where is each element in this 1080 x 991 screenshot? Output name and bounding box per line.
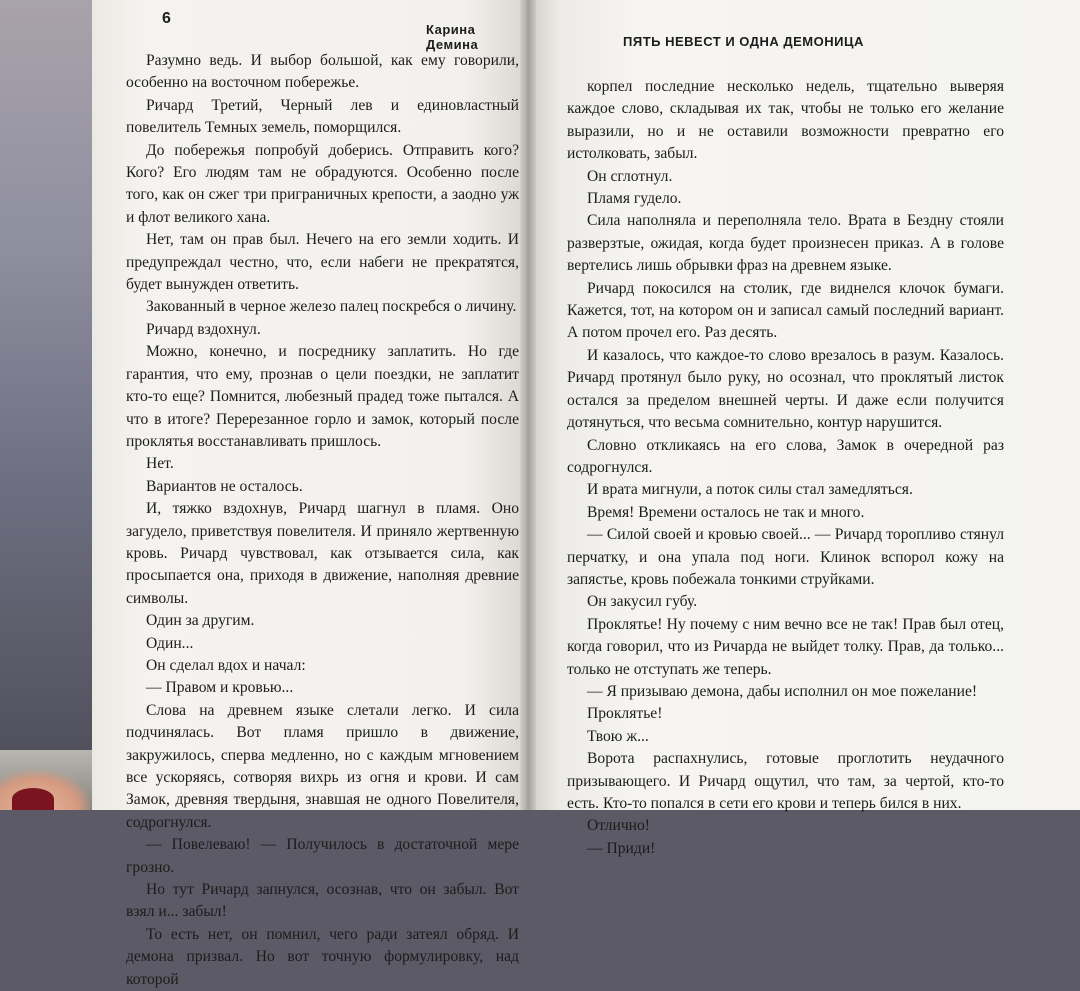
book-spine-shadow	[520, 0, 536, 810]
paragraph: Закованный в черное железо палец поскребся о личину.	[146, 298, 517, 316]
paragraph: Проклятье! Ну почему с ним вечно все не так! Прав был отец, когда говорил, что из Ричарда не выйдет толку. Прав, да только... только не отступать же теперь.	[567, 615, 1004, 678]
left-page-header	[126, 8, 519, 52]
paragraph: Твою ж...	[587, 727, 649, 745]
paragraph: И казалось, что каждое-то слово врезалось в разум. Казалось. Ричард протянул было руку, но осознал, что проклятый листок остался за пределом внешней черты. И даже если получится дотянуться, что весьма сомнительно, контур нарушится.	[567, 346, 1004, 432]
paragraph: И, тяжко вздохнув, Ричард шагнул в пламя. Оно загудело, приветствуя повелителя. И приняло жертвенную кровь. Ричард чувствовал, как отзывается сила, как просыпается она, приходя в движение, наполняя древние символы.	[126, 500, 519, 607]
paragraph: Ричард вздохнул.	[146, 320, 261, 338]
paragraph: — Я призываю демона, дабы исполнил он мое пожелание!	[587, 682, 978, 700]
paragraph: Ричард Третий, Черный лев и единовластный повелитель Темных земель, поморщился.	[126, 96, 519, 137]
paragraph: Он закусил губу.	[587, 593, 698, 611]
running-head-title: ПЯТЬ НЕВЕСТ И ОДНА ДЕМОНИЦА	[623, 34, 864, 49]
running-head-author: Карина Демина	[426, 22, 479, 52]
paragraph: Время! Времени осталось не так и много.	[587, 503, 865, 521]
page-number: 6	[162, 10, 172, 27]
paragraph: корпел последние несколько недель, тщательно выверяя каждое слово, складывая их так, чтобы не только его желание выразили, но и не оставили возможности превратно его истолковать, забыл.	[567, 78, 1004, 163]
paragraph: Словно откликаясь на его слова, Замок в очередной раз содрогнулся.	[567, 436, 1004, 476]
paragraph: До побережья попробуй доберись. Отправить кого? Кого? Его людям там не обрадуются. Особенно после того, как он сжег три приграничных крепости, а заодно уж и флот великого хана.	[126, 141, 519, 226]
paragraph: Вариантов не осталось.	[146, 477, 303, 495]
paragraph: Пламя гудело.	[587, 190, 682, 208]
paragraph: Отлично!	[587, 817, 650, 835]
paragraph: Ричард покосился на столик, где виднелся клочок бумаги. Кажется, тот, на котором он и записал самый последний вариант. А потом прочел его. Раз десять.	[567, 279, 1004, 342]
right-page	[527, 0, 1080, 857]
paragraph: Один за другим.	[146, 612, 255, 630]
paragraph: — Силой своей и кровью своей... — Ричард торопливо стянул перчатку, и она упала под ноги. Клинок вспорол кожу на запястье, кровь побежала тонкими струйками.	[567, 526, 1004, 588]
paragraph: Один...	[146, 634, 194, 652]
paragraph: — Правом и кровью...	[146, 679, 294, 697]
paragraph: — Приди!	[587, 839, 656, 857]
paragraph: И врата мигнули, а поток силы стал замедляться.	[587, 481, 913, 499]
paragraph: Можно, конечно, и посреднику заплатить. Но где гарантия, что ему, прознав о цели поездки, не заплатит кто-то еще? Помнится, любезный прадед тоже пытался. А что в итоге? Перерезанное горло и замок, который после проклятья восстанавливать пришлось.	[126, 343, 519, 450]
fingernail	[12, 788, 54, 810]
paragraph: Проклятье!	[587, 705, 663, 723]
paragraph: Он сделал вдох и начал:	[146, 656, 306, 674]
paragraph: Нет, там он прав был. Нечего на его земли ходить. И предупреждал честно, что, если набеги не прекратятся, будет вынужден ответить.	[126, 231, 519, 294]
right-page-header	[567, 8, 1004, 62]
paragraph: Но тут Ричард запнулся, осознав, что он забыл. Вот взял и... забыл!	[126, 881, 519, 921]
left-page	[92, 0, 529, 988]
paragraph: — Повелеваю! — Получилось в достаточной мере грозно.	[126, 836, 519, 876]
right-page-text	[567, 76, 1004, 860]
paragraph: Он сглотнул.	[587, 167, 673, 185]
left-page-text	[126, 50, 519, 991]
paragraph: То есть нет, он помнил, чего ради затеял обряд. И демона призвал. Но вот точную формулировку, над которой	[126, 925, 519, 988]
paragraph: Нет.	[146, 455, 174, 473]
paragraph: Ворота распахнулись, готовые проглотить неудачного призывающего. И Ричард ощутил, что там, за чертой, кто-то есть. Кто-то попался в сети его крови и теперь бился в них.	[567, 750, 1004, 812]
paragraph: Разумно ведь. И выбор большой, как ему говорили, особенно на восточном побережье.	[126, 52, 519, 92]
paragraph: Сила наполняла и переполняла тело. Врата в Бездну стояли разверзтые, ожидая, когда будет произнесен приказ. А в голове вертелись лишь обрывки фраз на древнем языке.	[567, 212, 1004, 275]
paragraph: Слова на древнем языке слетали легко. И сила подчинялась. Вот пламя пришло в движение, закружилось, сперва медленно, но с каждым мгновением все ускоряясь, сотворяя вихрь из огня и крови. И сам Замок, древняя твердыня, знавшая не одного Повелителя, содрогнулся.	[126, 701, 519, 831]
